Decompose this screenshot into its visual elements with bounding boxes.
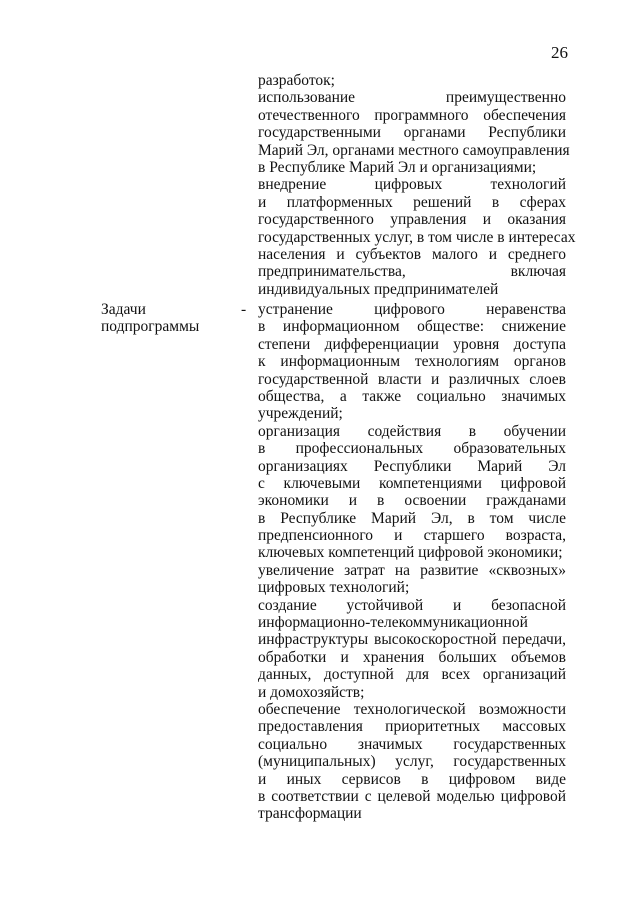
text-line: обработки и хранения больших объемов — [258, 648, 566, 666]
text-line: (муниципальных) услуг, государственных — [258, 753, 566, 771]
text-line: отечественного программного обеспечения — [258, 106, 566, 124]
text-line: социально значимых государственных — [258, 735, 566, 753]
text-line: в профессиональных образовательных — [258, 440, 566, 458]
text-line: государственными органами Республики — [258, 124, 566, 142]
text-line: к информационным технологиям органов — [258, 353, 566, 371]
text-line: государственных услуг, в том числе в интересах — [258, 228, 576, 246]
text-line: создание устойчивой и безопасной — [258, 596, 566, 614]
text-line: организациях Республики Марий Эл — [258, 457, 566, 475]
text-line: трансформации — [258, 805, 362, 823]
text-line: данных, доступной для всех организаций — [258, 666, 566, 684]
text-line: инфраструктуры высокоскоростной передачи, — [258, 631, 566, 649]
text-line: организация содействия в обучении — [258, 422, 566, 440]
text-line: и домохозяйств; — [258, 683, 365, 701]
text-line: индивидуальных предпринимателей — [258, 280, 499, 298]
tasks-label — [101, 301, 221, 336]
text-line: учреждений; — [258, 405, 343, 423]
text-line: Марий Эл, органами местного самоуправления — [258, 141, 570, 159]
text-line: степени дифференциации уровня доступа — [258, 335, 566, 353]
text-line: в Республике Марий Эл и организациями; — [258, 158, 537, 176]
text-line: государственной власти и различных слоев — [258, 370, 566, 388]
tasks-text-block — [258, 301, 566, 823]
text-line: государственного управления и оказания — [258, 211, 566, 229]
text-line: ключевых компетенций цифровой экономики; — [258, 544, 563, 562]
label-dash: - — [241, 301, 247, 318]
text-line: в информационном обществе: снижение — [258, 318, 566, 336]
tasks-label-line: Задачи — [101, 301, 146, 318]
text-line: предоставления приоритетных массовых — [258, 718, 566, 736]
text-line: экономики и в освоении гражданами — [258, 492, 566, 510]
text-line: населения и субъектов малого и среднего — [258, 245, 566, 263]
text-line: и иных сервисов в цифровом виде — [258, 770, 566, 788]
text-line: устранение цифрового неравенства — [258, 301, 566, 318]
page-number: 26 — [551, 43, 568, 62]
text-line: цифровых технологий; — [258, 579, 410, 597]
text-line: разработок; — [258, 72, 335, 89]
tasks-label-line: подпрограммы — [101, 318, 200, 336]
text-line: увеличение затрат на развитие «сквозных» — [258, 561, 566, 579]
text-line: использование преимущественно — [258, 89, 566, 107]
text-line: с ключевыми компетенциями цифровой — [258, 474, 566, 492]
text-line: в Республике Марий Эл, в том числе — [258, 509, 566, 527]
continuation-text-block — [258, 72, 576, 298]
text-line: обеспечение технологической возможности — [258, 700, 566, 718]
text-line: информационно-телекоммуникационной — [258, 614, 528, 632]
text-line: в соответствии с целевой моделью цифровой — [258, 787, 566, 805]
text-line: внедрение цифровых технологий — [258, 176, 566, 194]
text-line: предпенсионного и старшего возраста, — [258, 527, 566, 545]
text-line: предпринимательства, включая — [258, 263, 566, 281]
text-line: общества, а также социально значимых — [258, 387, 566, 405]
text-line: и платформенных решений в сферах — [258, 193, 566, 211]
